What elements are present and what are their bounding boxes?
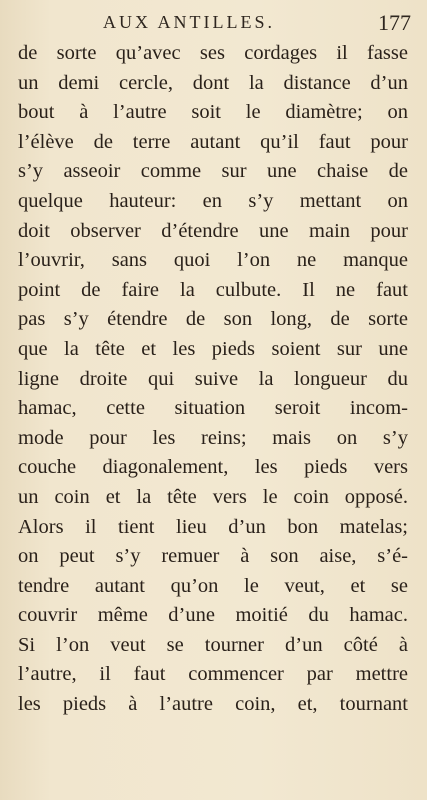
text-line: couche diagonalement, les pieds vers — [18, 456, 408, 479]
running-head — [18, 10, 411, 40]
text-line: tendre autant qu’on le veut, et se — [18, 574, 408, 597]
text-line: Alors il tient lieu d’un bon matelas; — [18, 515, 408, 538]
text-line: doit observer d’étendre une main pour — [18, 219, 408, 242]
text-line: pas s’y étendre de son long, de sorte — [18, 308, 408, 331]
text-line: de sorte qu’avec ses cordages il fasse — [18, 42, 408, 64]
text-line: s’y asseoir comme sur une chaise de — [18, 160, 408, 183]
text-line: que la tête et les pieds soient sur une — [18, 337, 408, 360]
text-line: l’ouvrir, sans quoi l’on ne manque — [18, 249, 408, 272]
page-number: 177 — [378, 10, 411, 35]
text-line: un demi cercle, dont la distance d’un — [18, 71, 408, 94]
text-line: couvrir même d’une moitié du hamac. — [18, 604, 408, 627]
body-text — [18, 39, 408, 720]
text-line: l’élève de terre autant qu’il faut pour — [18, 130, 408, 153]
text-line: quelque hauteur: en s’y mettant on — [18, 189, 408, 212]
text-line: bout à l’autre soit le diamètre; on — [18, 101, 408, 124]
text-line: hamac, cette situation seroit incom- — [18, 397, 408, 420]
text-line: point de faire la culbute. Il ne faut — [18, 278, 408, 301]
text-line: Si l’on veut se tourner d’un côté à — [18, 633, 408, 656]
text-line: mode pour les reins; mais on s’y — [18, 426, 408, 449]
text-line: les pieds à l’autre coin, et, tournant — [18, 693, 408, 716]
text-line: on peut s’y remuer à son aise, s’é- — [18, 545, 408, 568]
text-line: ligne droite qui suive la longueur du — [18, 367, 408, 390]
text-line: l’autre, il faut commencer par mettre — [18, 663, 408, 686]
text-line: un coin et la tête vers le coin opposé. — [18, 485, 408, 508]
running-title: AUX ANTILLES. — [103, 12, 275, 32]
